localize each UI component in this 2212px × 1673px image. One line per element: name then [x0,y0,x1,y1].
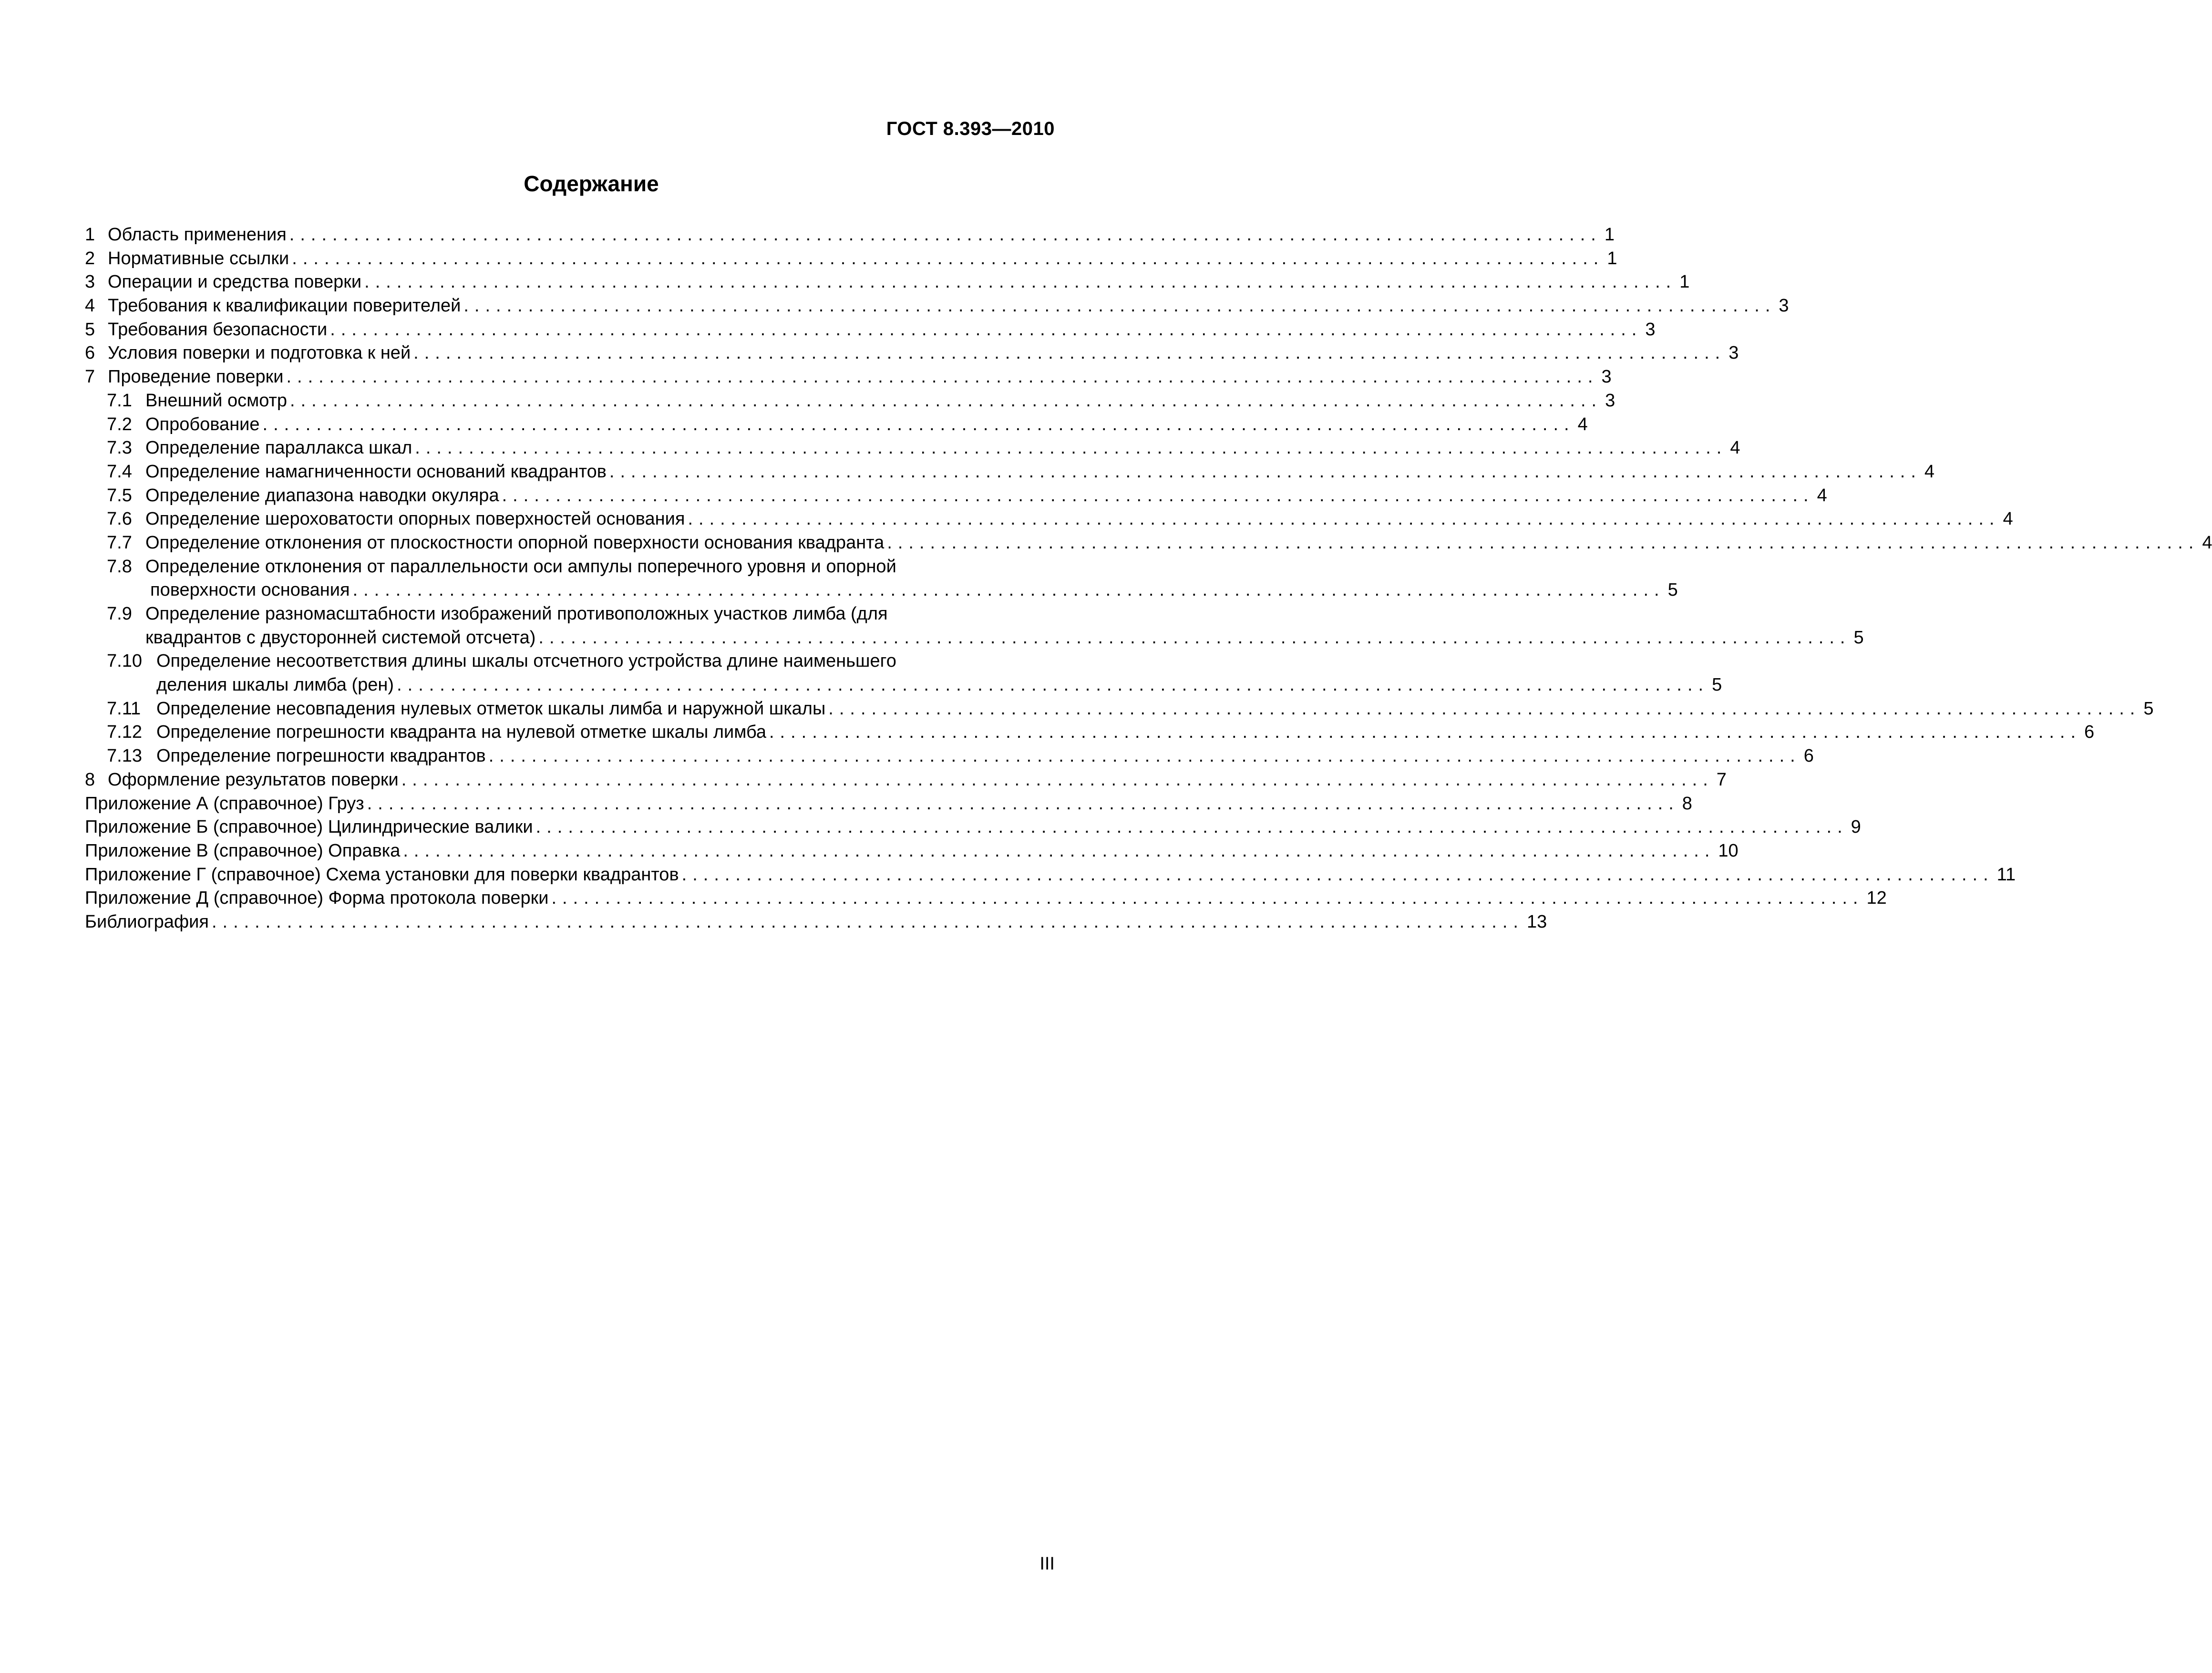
toc-appendix-entry[interactable] [85,839,1739,863]
toc-subentry[interactable] [85,389,1615,413]
toc-entry-label: Определение разномасштабности изображений противоположных участков лимба (для [145,604,888,624]
toc-entry-page: 10 [1718,840,1739,861]
toc-entry-page: 5 [1853,627,1864,648]
toc-entry-page: 1 [1604,225,1615,245]
toc-subentry[interactable] [85,555,1055,579]
toc-subentry[interactable] [85,721,2095,744]
document-code: ГОСТ 8.393—2010 [886,118,1055,139]
toc-entry[interactable] [85,768,1727,792]
toc-entry-page: 6 [1803,746,1814,766]
dot-leader: .......................................................................................................................... [292,248,1605,269]
toc-entry-label: Определение шероховатости опорных поверхностей основания [145,509,685,529]
toc-entry-page: 12 [1866,888,1887,909]
toc-entry-label: Область применения [108,225,287,245]
toc-entry-page: 7 [1716,769,1727,790]
toc-entry-page: 5 [1667,580,1678,600]
toc-entry-label: Операции и средства поверки [108,272,362,292]
toc-entry-page: 4 [1577,414,1588,434]
toc-entry-label: Опробование [145,414,260,434]
toc-entry-number: 7.5 [107,485,132,506]
toc-entry-number: 7.12 [107,722,142,743]
toc-entry-page: 3 [1728,343,1739,363]
dot-leader: .......................................................................................................................... [688,509,2000,529]
toc-appendix-entry[interactable] [85,863,2016,887]
toc-entry-label: Определение несоответствия длины шкалы отсчетного устройства длине наименьшего [156,651,896,671]
dot-leader: .......................................................................................................................... [352,580,1665,600]
toc-subentry[interactable] [85,484,1827,508]
toc-subentry[interactable] [85,650,1055,673]
toc-entry-page: 4 [1924,461,1935,482]
toc-entry-continuation[interactable] [85,578,1678,602]
toc-subentry[interactable] [85,413,1588,437]
toc-entry-number: 7.2 [107,414,132,434]
toc-entry-number: 6 [85,343,95,363]
dot-leader: .......................................................................................................................... [463,296,1776,316]
toc-title: Содержание [524,171,659,196]
toc-entry-page: 4 [1730,438,1740,458]
toc-entry-label: Условия поверки и подготовка к ней [108,343,411,363]
toc-entry-continuation[interactable] [85,673,1722,697]
dot-leader: .......................................................................................................................... [290,390,1603,411]
toc-appendix-entry[interactable] [85,792,1692,816]
toc-entry-number: 7.13 [107,746,142,766]
toc-appendix-entry[interactable] [85,816,1861,839]
toc-subentry[interactable] [85,507,2013,531]
toc-entry-number: 7.11 [107,698,141,719]
toc-entry-label: Определение несовпадения нулевых отметок шкалы лимба и наружной шкалы [156,698,826,719]
dot-leader: .......................................................................................................................... [538,627,1851,648]
toc-entry-number: 2 [85,248,95,269]
toc-entry-number: 7.8 [107,556,132,577]
toc-entry-label: Внешний осмотр [145,390,288,411]
toc-appendix-entry[interactable] [85,887,1887,910]
toc-entry-page: 3 [1645,319,1656,340]
toc-entry-number: 7.4 [107,461,132,482]
dot-leader: .......................................................................................................................... [488,746,1801,766]
toc-entry[interactable] [85,294,1789,318]
toc-entry-number: 7.1 [107,390,132,411]
toc-entry-page: 5 [1712,675,1722,695]
dot-leader: .......................................................................................................................... [681,864,1994,885]
toc-entry-number: 5 [85,319,95,340]
toc-entry[interactable] [85,365,1612,389]
toc-entry-label: Определение отклонения от плоскостности опорной поверхности основания квадранта [145,532,885,553]
toc-entry-page: 1 [1607,248,1617,269]
toc-entry-page: 5 [2143,698,2154,719]
dot-leader: .......................................................................................................................... [535,817,1848,837]
toc-entry-page: 3 [1779,296,1789,316]
toc-entry-label: Приложение Д (справочное) Форма протокола поверки [85,888,549,909]
toc-subentry[interactable] [85,744,1814,768]
dot-leader: .......................................................................................................................... [397,675,1709,695]
toc-entry-page: 8 [1682,793,1692,814]
toc-entry-page: 4 [2003,509,2013,529]
toc-subentry[interactable] [85,460,1935,484]
dot-leader: .......................................................................................................................... [364,272,1677,292]
toc-entry[interactable] [85,223,1615,247]
toc-entry-number: 3 [85,272,95,292]
toc-entry[interactable] [85,247,1617,271]
dot-leader: .......................................................................................................................... [403,840,1716,861]
toc-entry-number: 1 [85,225,95,245]
toc-entry-page: 4 [1817,485,1827,506]
toc-entry-number: 7 [85,367,95,387]
toc-entry[interactable] [85,270,1690,294]
dot-leader: .......................................................................................................................... [367,793,1679,814]
toc-entry-label: Приложение Б (справочное) Цилиндрические валики [85,817,533,837]
toc-entry-label: Определение погрешности квадранта на нулевой отметке шкалы лимба [156,722,766,743]
dot-leader: .......................................................................................................................... [401,769,1714,790]
dot-leader: .......................................................................................................................... [502,485,1814,506]
toc-entry[interactable] [85,341,1739,365]
dot-leader: .......................................................................................................................... [609,461,1922,482]
toc-entry-label: Приложение А (справочное) Груз [85,793,364,814]
dot-leader: .......................................................................................................................... [262,414,1575,434]
toc-entry-page: 3 [1601,367,1612,387]
toc-entry-number: 4 [85,296,95,316]
dot-leader: .......................................................................................................................... [828,698,2141,719]
toc-entry-label: Требования к квалификации поверителей [108,296,461,316]
dot-leader: .......................................................................................................................... [211,911,1524,932]
toc-entry-page: 11 [1996,864,2016,885]
toc-entry-label: Проведение поверки [108,367,284,387]
toc-entry-label: Приложение В (справочное) Оправка [85,840,401,861]
toc-entry-label: Оформление результатов поверки [108,769,399,790]
toc-entry-label: Определение отклонения от параллельности оси ампулы поперечного уровня и опорной [145,556,896,577]
dot-leader: .......................................................................................................................... [551,888,1864,909]
table-of-contents [85,223,2212,934]
toc-entry-number: 7.10 [107,651,142,671]
dot-leader: .......................................................................................................................... [415,438,1728,458]
toc-entry-label-continued: квадрантов с двусторонней системой отсчета) [145,627,536,648]
toc-entry-label-continued: деления шкалы лимба (рен) [156,675,394,695]
dot-leader: .......................................................................................................................... [286,367,1599,387]
toc-entry-page: 1 [1679,272,1690,292]
toc-entry[interactable] [85,318,1656,342]
toc-entry-label: Требования безопасности [108,319,328,340]
dot-leader: .......................................................................................................................... [330,319,1643,340]
toc-entry-label-continued: поверхности основания [150,580,350,600]
toc-entry-number: 8 [85,769,95,790]
dot-leader: .......................................................................................................................... [769,722,2082,743]
toc-entry-page: 3 [1605,390,1615,411]
toc-entry-page: 4 [2202,532,2212,553]
toc-entry-label: Определение диапазона наводки окуляра [145,485,499,506]
toc-bibliography-entry[interactable] [85,910,1547,934]
toc-subentry[interactable] [85,531,2212,555]
dot-leader: .......................................................................................................................... [413,343,1726,363]
dot-leader: .......................................................................................................................... [289,225,1602,245]
toc-subentry[interactable] [85,602,1055,626]
toc-entry-page: 9 [1851,817,1861,837]
toc-subentry[interactable] [85,436,1740,460]
toc-subentry[interactable] [85,697,2154,721]
toc-entry-continuation[interactable] [85,626,1864,650]
toc-entry-number: 7.7 [107,532,132,553]
toc-entry-label: Определение погрешности квадрантов [156,746,486,766]
toc-entry-page: 13 [1526,911,1547,932]
toc-entry-page: 6 [2084,722,2095,743]
toc-entry-number: 7.6 [107,509,132,529]
toc-entry-label: Определение намагниченности оснований квадрантов [145,461,607,482]
dot-leader: .......................................................................................................................... [887,532,2200,553]
toc-entry-label: Нормативные ссылки [108,248,289,269]
toc-entry-number: 7.3 [107,438,132,458]
toc-entry-label: Определение параллакса шкал [145,438,412,458]
toc-entry-number: 7.9 [107,604,132,624]
page-number: III [1039,1554,1055,1574]
toc-entry-label: Приложение Г (справочное) Схема установки для поверки квадрантов [85,864,679,885]
toc-entry-label: Библиография [85,911,209,932]
